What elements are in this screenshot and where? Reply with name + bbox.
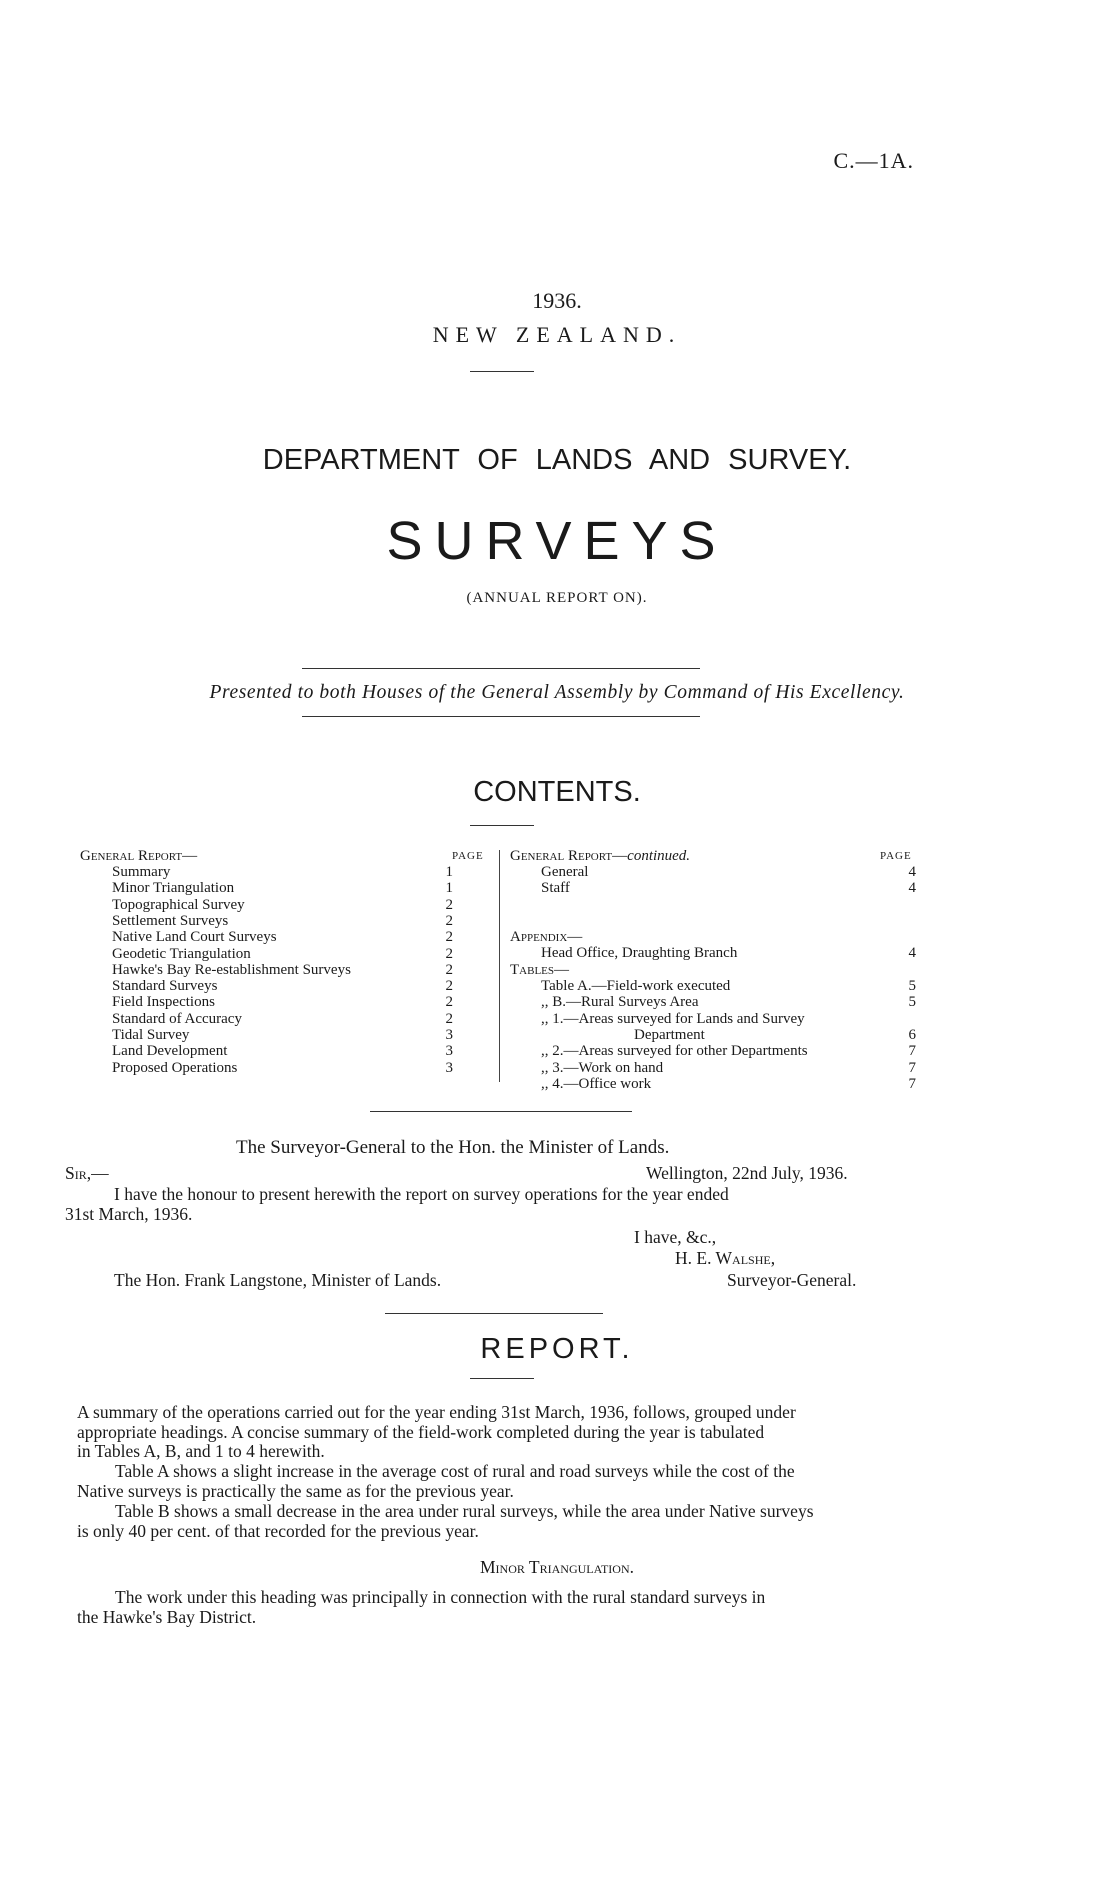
toc-item-page: 7 <box>908 1075 916 1092</box>
toc-item <box>112 880 234 896</box>
paragraph-line: A summary of the operations carried out for the year ending 31st March, 1936, follows, grouped under <box>77 1402 796 1422</box>
toc-item-page: 2 <box>445 1010 453 1027</box>
toc-item-label: ,, 4.—Office work <box>541 1075 652 1092</box>
toc-item-label: Field Inspections <box>112 994 215 1011</box>
paragraph-line: Table B shows a small decrease in the area under rural surveys, while the area under Native surveys <box>115 1501 814 1521</box>
divider <box>470 825 534 826</box>
toc-item <box>541 945 737 961</box>
main-title: SURVEYS <box>386 511 728 571</box>
toc-item-page: 3 <box>445 1027 453 1043</box>
divider <box>385 1313 603 1314</box>
divider <box>302 668 700 669</box>
toc-item <box>112 1060 237 1076</box>
letter-addressing <box>236 1138 669 1158</box>
report-paragraph-2 <box>77 1462 911 1501</box>
toc-item-label: Topographical Survey <box>112 896 245 913</box>
paragraph-line: the Hawke's Bay District. <box>77 1606 257 1627</box>
toc-item-page: 2 <box>445 961 453 978</box>
toc-item-label: Table A.—Field-work executed <box>541 978 731 994</box>
letter-closing: I have, &c., <box>634 1227 717 1247</box>
toc-item-label: Settlement Surveys <box>112 912 229 929</box>
toc-item-label: Department <box>634 1026 705 1043</box>
toc-item <box>112 962 351 978</box>
toc-item <box>541 978 730 994</box>
toc-item-page: 1 <box>445 880 453 897</box>
toc-item-label: Minor Triangulation <box>112 880 235 897</box>
letter-body-cont: 31st March, 1936. <box>65 1204 193 1224</box>
toc-item <box>541 1060 663 1076</box>
toc-item-label: Hawke's Bay Re-establishment Surveys <box>112 961 351 978</box>
report-paragraph-4 <box>77 1588 911 1627</box>
toc-item-label: Land Development <box>112 1043 228 1060</box>
toc-item-page: 3 <box>445 1043 453 1060</box>
paragraph-line: is only 40 per cent. of that recorded for the previous year. <box>77 1520 479 1541</box>
contents-heading: CONTENTS. <box>473 776 641 808</box>
letter-addressing-text: The Surveyor-General to the Hon. the Minister of Lands. <box>236 1137 670 1158</box>
toc-item-page: 4 <box>908 864 916 880</box>
toc-item-label: Standard of Accuracy <box>112 1010 242 1027</box>
paragraph-line: Native surveys is practically the same as for the previous year. <box>77 1480 514 1501</box>
toc-item-page: 2 <box>445 945 453 962</box>
toc-right-heading-label: General Report— <box>510 848 628 864</box>
toc-item <box>112 994 215 1010</box>
toc-item-page: 2 <box>445 929 453 946</box>
report-heading: REPORT. <box>480 1333 634 1365</box>
toc-item-page: 4 <box>908 880 916 897</box>
paragraph-line: appropriate headings. A concise summary of the field-work completed during the year is tabulated <box>77 1421 765 1442</box>
toc-item <box>112 1043 227 1059</box>
paragraph-line: Table A shows a slight increase in the average cost of rural and road surveys while the cost of the <box>115 1461 795 1481</box>
letter-place-date: Wellington, 22nd July, 1936. <box>646 1163 848 1183</box>
toc-page-label: PAGE <box>452 850 484 862</box>
toc-item <box>112 1027 189 1043</box>
toc-item <box>541 1076 651 1092</box>
toc-item-page: 5 <box>908 978 916 994</box>
divider <box>470 1378 534 1379</box>
toc-item <box>112 929 277 945</box>
toc-item-page: 5 <box>908 994 916 1011</box>
toc-item <box>112 946 251 962</box>
toc-appendix-heading: Appendix— <box>510 929 583 945</box>
toc-item-page: 2 <box>445 896 453 913</box>
toc-item-label: General <box>541 864 589 880</box>
toc-right-heading <box>510 848 690 864</box>
toc-right-heading-cont: continued. <box>627 848 691 864</box>
toc-item <box>541 1011 805 1027</box>
toc-item-label: Proposed Operations <box>112 1059 238 1076</box>
toc-separator <box>499 850 500 1082</box>
section-heading: Minor Triangulation. <box>479 1557 634 1577</box>
toc-item-label: ,, 1.—Areas surveyed for Lands and Survey <box>541 1010 805 1027</box>
toc-item <box>541 994 698 1010</box>
toc-item-label: Standard Surveys <box>112 978 218 995</box>
divider <box>370 1111 632 1112</box>
toc-item <box>541 864 588 880</box>
toc-item-page: 2 <box>445 978 453 995</box>
toc-item-page: 7 <box>908 1043 916 1060</box>
toc-page-label-right: PAGE <box>880 850 912 862</box>
toc-item-page: 3 <box>445 1059 453 1076</box>
paragraph-line: The work under this heading was principally in connection with the rural standard surveys in <box>115 1587 766 1607</box>
subtitle: (ANNUAL REPORT ON). <box>466 590 648 606</box>
toc-item-label: Native Land Court Surveys <box>112 929 277 946</box>
toc-item-label: Staff <box>541 880 570 897</box>
letter-salutation: Sir,— <box>65 1163 109 1183</box>
country: NEW ZEALAND. <box>432 322 682 347</box>
toc-item <box>112 864 170 880</box>
toc-item-page: 4 <box>908 945 916 961</box>
toc-item <box>112 1011 242 1027</box>
toc-item-label: Head Office, Draughting Branch <box>541 945 738 961</box>
toc-item <box>541 1043 808 1059</box>
toc-item <box>112 897 245 913</box>
toc-item-label: Summary <box>112 864 171 880</box>
toc-item-page: 7 <box>908 1059 916 1076</box>
divider <box>302 716 700 717</box>
toc-tables-heading: Tables— <box>510 962 569 978</box>
document-reference: C.—1A. <box>833 148 914 173</box>
toc-item-page: 2 <box>445 912 453 929</box>
toc-item-page: 6 <box>908 1026 916 1043</box>
department-title: DEPARTMENT OF LANDS AND SURVEY. <box>262 444 852 476</box>
letter-recipient: The Hon. Frank Langstone, Minister of Lands. <box>114 1270 442 1290</box>
toc-item-label: ,, 2.—Areas surveyed for other Departments <box>541 1043 808 1060</box>
toc-item-label: ,, 3.—Work on hand <box>541 1059 664 1076</box>
toc-item-label: Tidal Survey <box>112 1027 190 1043</box>
toc-item-page: 1 <box>445 864 453 880</box>
report-paragraph-3 <box>77 1502 911 1541</box>
toc-item <box>112 978 217 994</box>
toc-item <box>541 880 570 896</box>
toc-item <box>634 1027 705 1043</box>
year: 1936. <box>532 288 582 313</box>
toc-item-page: 2 <box>445 994 453 1011</box>
toc-item-label: Geodetic Triangulation <box>112 945 251 962</box>
divider <box>470 371 534 372</box>
letter-signatory-title: Surveyor-General. <box>727 1270 857 1290</box>
letter-body: I have the honour to present herewith the report on survey operations for the year ended <box>114 1184 729 1204</box>
report-paragraph-1 <box>77 1403 911 1462</box>
paragraph-line: in Tables A, B, and 1 to 4 herewith. <box>77 1441 325 1461</box>
toc-item-label: ,, B.—Rural Surveys Area <box>541 994 699 1011</box>
presented-line: Presented to both Houses of the General Assembly by Command of His Excellency. <box>209 682 905 703</box>
toc-item <box>112 913 228 929</box>
letter-signatory: H. E. Walshe, <box>675 1248 776 1268</box>
toc-left-heading: General Report— <box>80 848 198 864</box>
